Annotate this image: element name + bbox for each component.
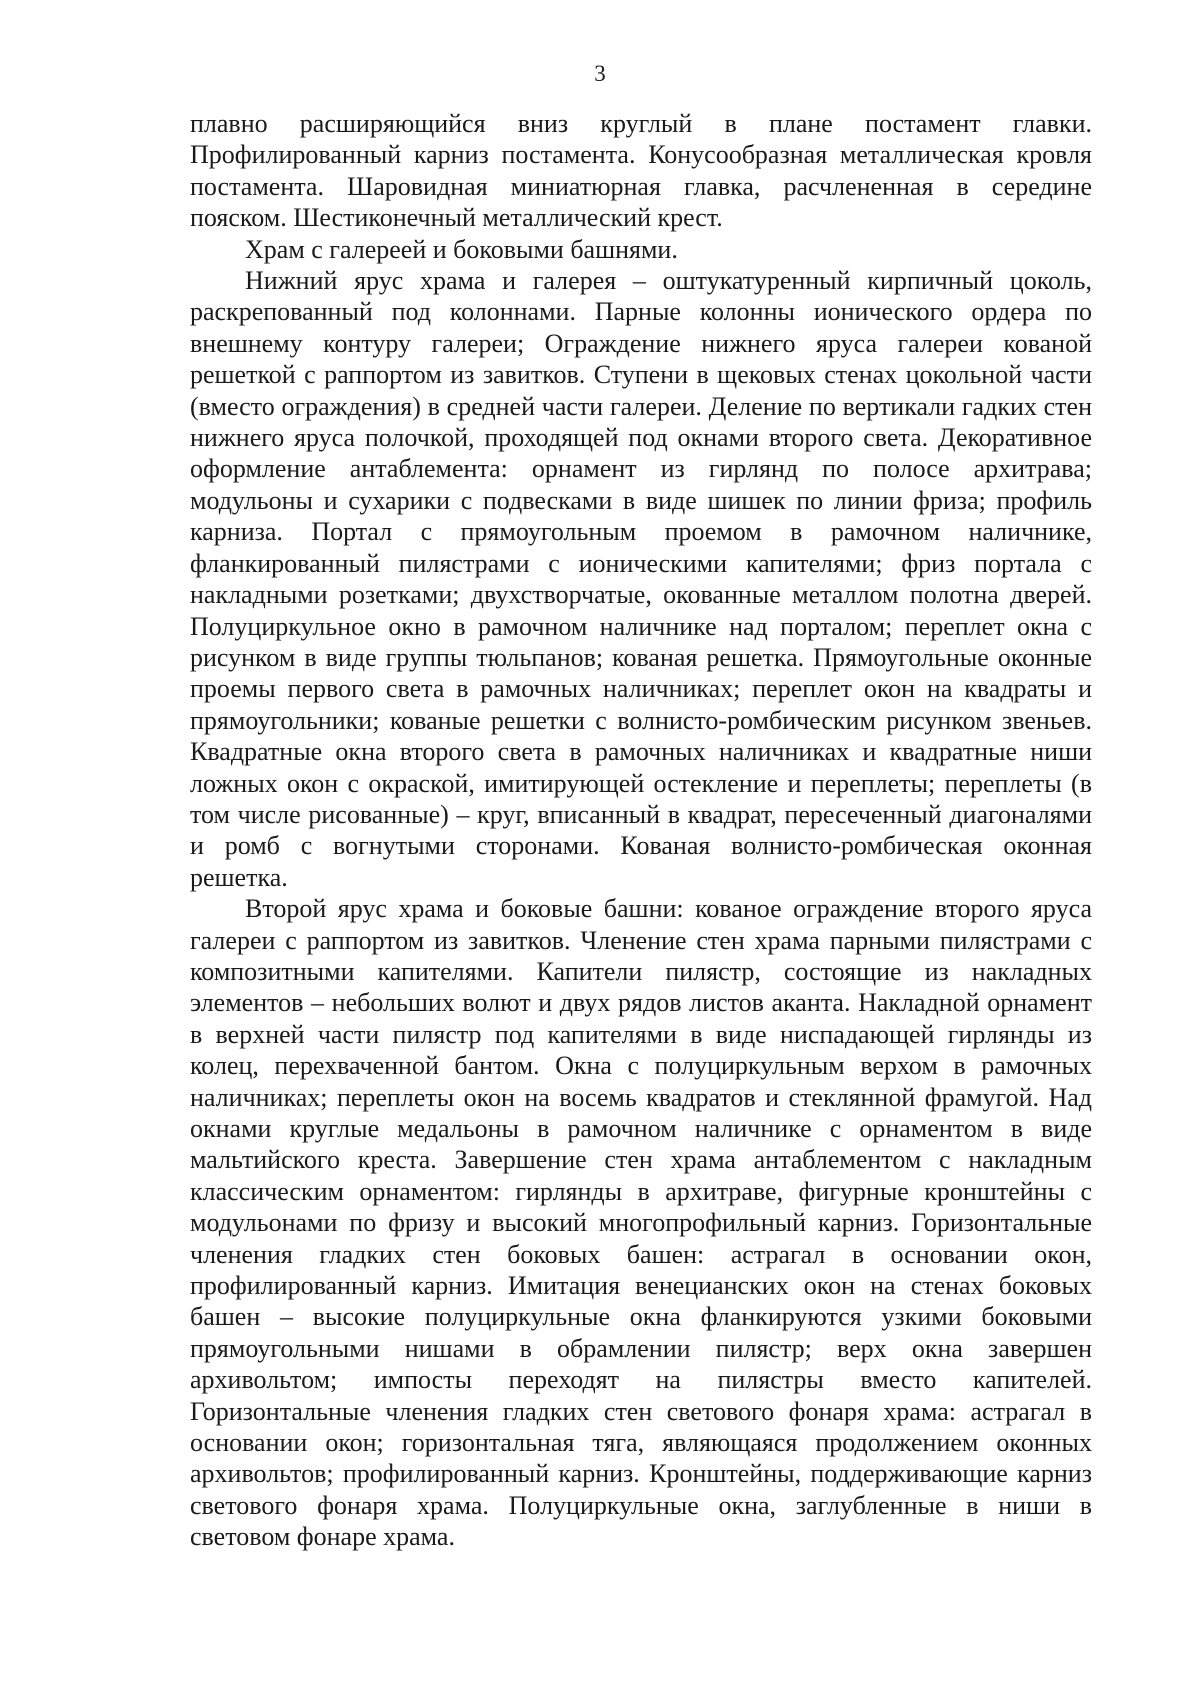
paragraph-second-tier: Второй ярус храма и боковые башни: кованое ограждение второго яруса галереи с раппортом из завитков. Членение стен храма парными пилястрами с композитными капителями. Капители пилястр, состоящие из накладных элементов – небольших волют и двух рядов листов аканта. Накладной орнамент в верхней части пилястр под капителями в виде ниспадающей гирлянды из колец, перехваченной бантом. Окна с полуциркульным верхом в рамочных наличниках; переплеты окон на восемь квадратов и стеклянной фрамугой. Над окнами круглые медальоны в рамочном наличнике с орнаментом в виде мальтийского креста. Завершение стен храма антаблементом с накладным классическим орнаментом: гирлянды в архитраве, фигурные кронштейны с модульонами по фризу и высокий многопрофильный карниз. Горизонтальные членения гладких стен боковых башен: астрагал в основании окон, профилированный карниз. Имитация венецианских окон на стенах боковых башен – высокие полуциркульные окна фланкируются узкими боковыми прямоугольными нишами в обрамлении пилястр; верх окна завершен архивольтом; импосты переходят на пилястры вместо капителей. Горизонтальные членения гладких стен светового фонаря храма: астрагал в основании окон; горизонтальная тяга, являющаяся продолжением оконных архивольтов; профилированный карниз. Кронштейны, поддерживающие карниз светового фонаря храма. Полуциркульные окна, заглубленные в ниши в световом фонаре храма. <box>190 894 1092 1552</box>
document-body <box>190 108 1092 1553</box>
paragraph-lower-tier: Нижний ярус храма и галерея – оштукатуренный кирпичный цоколь, раскрепованный под колоннами. Парные колонны ионического ордера по внешнему контуру галереи; Ограждение нижнего яруса галереи кованой решеткой с раппортом из завитков. Ступени в щековых стенах цокольной части (вместо ограждения) в средней части галереи. Деление по вертикали гадких стен нижнего яруса полочкой, проходящей под окнами второго света. Декоративное оформление антаблемента: орнамент из гирлянд по полосе архитрава; модульоны и сухарики с подвесками в виде шишек по линии фриза; профиль карниза. Портал с прямоугольным проемом в рамочном наличнике, фланкированный пилястрами с ионическими капителями; фриз портала с накладными розетками; двухстворчатые, окованные металлом полотна дверей. Полуциркульное окно в рамочном наличнике над порталом; переплет окна с рисунком в виде группы тюльпанов; кованая решетка. Прямоугольные оконные проемы первого света в рамочных наличниках; переплет окон на квадраты и прямоугольники; кованые решетки с волнисто-ромбическим рисунком звеньев. Квадратные окна второго света в рамочных наличниках и квадратные ниши ложных окон с окраской, имитирующей остекление и переплеты; переплеты (в том числе рисованные) – круг, вписанный в квадрат, пересеченный диагоналями и ромб с вогнутыми сторонами. Кованая волнисто-ромбическая оконная решетка. <box>190 266 1092 892</box>
page-number: 3 <box>594 61 606 86</box>
paragraph-section-heading: Храм с галереей и боковыми башнями. <box>245 234 678 264</box>
paragraph-continuation: плавно расширяющийся вниз круглый в плане постамент главки. Профилированный карниз постамента. Конусообразная металлическая кровля постамента. Шаровидная миниатюрная главка, расчлененная в середине пояском. Шестиконечный металлический крест. <box>190 109 1092 233</box>
